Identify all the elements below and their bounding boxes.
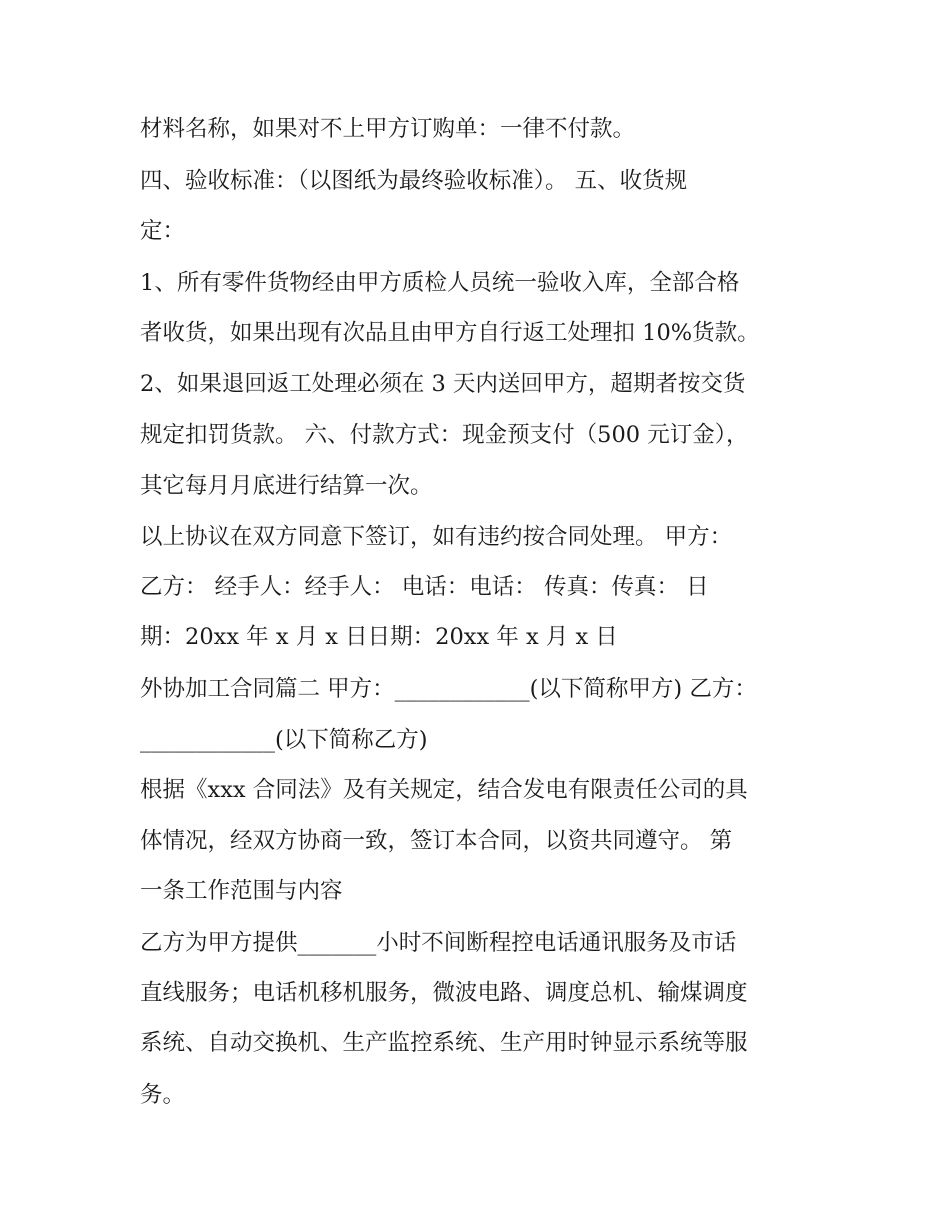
text-line: 以上协议在双方同意下签订，如有违约按合同处理。 甲方： bbox=[140, 524, 733, 550]
text-line: 乙方： 经手人：经手人： 电话：电话： 传真：传真： 日 bbox=[140, 574, 709, 600]
text-line: 体情况，经双方协商一致，签订本合同，以资共同遵守。 第 bbox=[140, 828, 733, 854]
text-line: 其它每月月底进行结算一次。 bbox=[140, 473, 433, 499]
text-line: 1、所有零件货物经由甲方质检人员统一验收入库，全部合格 bbox=[140, 270, 740, 296]
text-line: 直线服务；电话机移机服务，微波电路、调度总机、输煤调度 bbox=[140, 980, 748, 1006]
text-line: 外协加工合同篇二 甲方：____________(以下简称甲方) 乙方： bbox=[140, 676, 757, 702]
text-line: ____________(以下简称乙方) bbox=[140, 727, 428, 753]
text-line: 者收货，如果出现有次品且由甲方自行返工处理扣 10%货款。 bbox=[140, 320, 760, 346]
text-line: 一条工作范围与内容 bbox=[140, 878, 343, 904]
text-line: 2、如果退回返工处理必须在 3 天内送回甲方，超期者按交货 bbox=[140, 371, 746, 397]
text-line: 四、验收标准：（以图纸为最终验收标准）。 五、收货规 bbox=[140, 168, 688, 194]
text-line: 期：20xx 年 x 月 x 日日期：20xx 年 x 月 x 日 bbox=[140, 624, 618, 650]
text-line: 材料名称，如果对不上甲方订购单：一律不付款。 bbox=[140, 116, 636, 142]
text-line: 乙方为甲方提供_______小时不间断程控电话通讯服务及市话 bbox=[140, 930, 737, 956]
text-line: 规定扣罚货款。 六、付款方式：现金预支付（500 元订金）， bbox=[140, 422, 749, 448]
text-line: 系统、自动交换机、生产监控系统、生产用时钟显示系统等服 bbox=[140, 1030, 748, 1056]
text-line: 根据《xxx 合同法》及有关规定，结合发电有限责任公司的具 bbox=[140, 777, 748, 803]
text-line: 定： bbox=[140, 218, 186, 244]
text-line: 务。 bbox=[140, 1082, 186, 1108]
